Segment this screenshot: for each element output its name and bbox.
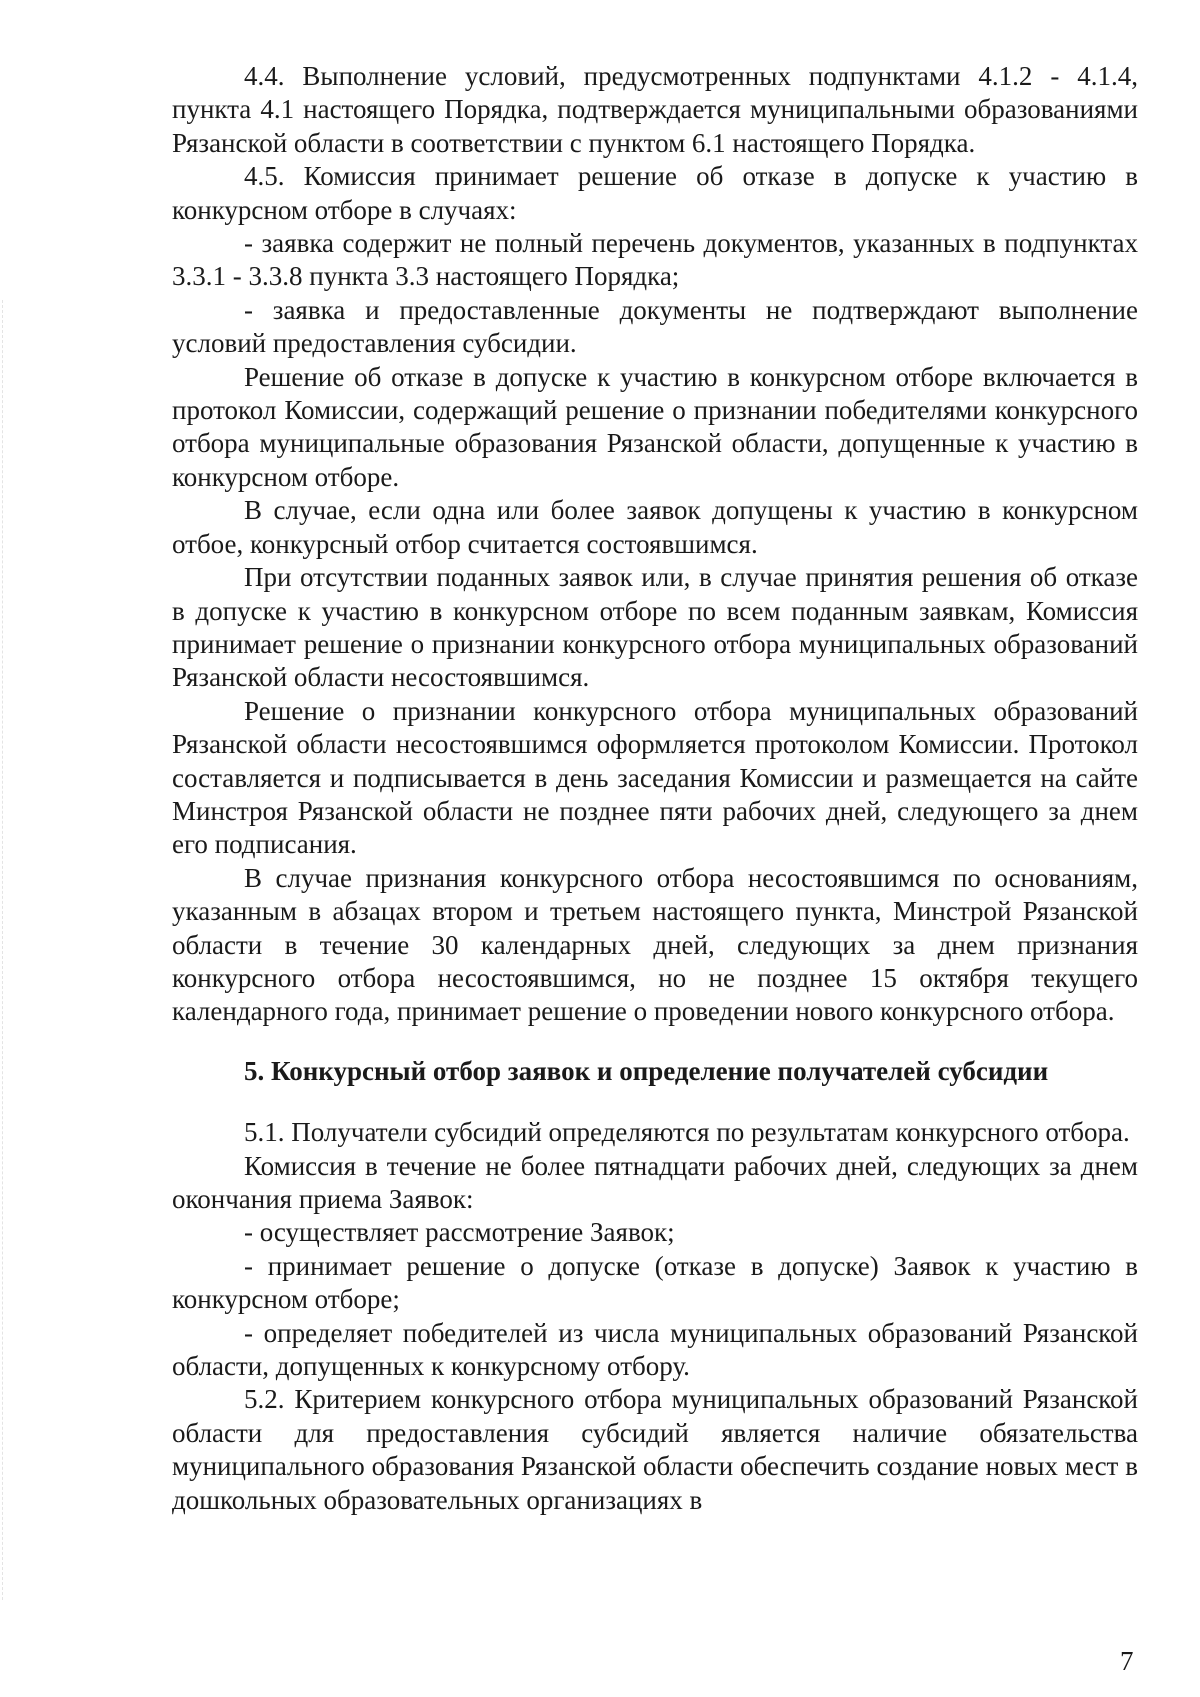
paragraph-5-1: 5.1. Получатели субсидий определяются по результатам конкурсного отбора. [244,1117,1130,1148]
list-item-review: - осуществляет рассмотрение Заявок; [244,1217,675,1248]
list-item-conditions-not-confirmed: - заявка и предоставленные документы не подтверждают выполнение условий предоставления субсидии. [172,294,1138,359]
paragraph-5-2: 5.2. Критерием конкурсного отбора муниципальных образований Рязанской области для предоставления субсидий является наличие обязательства муниципального образования Рязанской области обеспечить создание новых мест в дошкольных образовательных организациях в [172,1384,1138,1515]
paragraph-4-4: 4.4. Выполнение условий, предусмотренных подпунктами 4.1.2 - 4.1.4, пункта 4.1 настоящего Порядка, подтверждается муниципальными образованиями Рязанской области в соответствии с пунктом 6.1 настоящего Порядка. [172,61,1138,158]
paragraph-commission-duties: Комиссия в течение не более пятнадцати рабочих дней, следующих за днем окончания приема Заявок: [172,1150,1138,1214]
paragraph-new-selection: В случае признания конкурсного отбора несостоявшимся по основаниям, указанным в абзацах втором и третьем настоящего пункта, Минстрой Рязанской области в течение 30 календарных дней, следующих за днем признания конкурсного отбора несостоявшимся, но не позднее 15 октября текущего календарного года, принимает решение о проведении нового конкурсного отбора. [172,862,1138,1027]
list-item-admission-decision: - принимает решение о допуске (отказе в допуске) Заявок к участию в конкурсном отборе; [172,1250,1138,1315]
paragraph-refusal-decision: Решение об отказе в допуске к участию в конкурсном отборе включается в протокол Комиссии, содержащий решение о признании победителями конкурсного отбора муниципальные образования Рязанской области, допущенные к участию в конкурсном отборе. [172,361,1138,492]
paragraph-4-5: 4.5. Комиссия принимает решение об отказе в допуске к участию в конкурсном отборе в случаях: [172,161,1138,225]
page-number: 7 [1120,1646,1134,1676]
scan-edge-artifact [2,300,4,1600]
paragraph-selection-held: В случае, если одна или более заявок допущены к участию в конкурсном отбое, конкурсный отбор считается состоявшимся. [172,495,1138,559]
document-body [172,60,1138,1517]
section-heading: 5. Конкурсный отбор заявок и определение получателей субсидии [244,1055,1049,1086]
list-item-incomplete-documents: - заявка содержит не полный перечень документов, указанных в подпунктах 3.3.1 - 3.3.8 пункта 3.3 настоящего Порядка; [172,228,1138,292]
paragraph-protocol: Решение о признании конкурсного отбора муниципальных образований Рязанской области несостоявшимся оформляется протоколом Комиссии. Протокол составляется и подписывается в день заседания Комиссии и размещается на сайте Минстроя Рязанской области не позднее пяти рабочих дней, следующего за днем его подписания. [172,695,1138,860]
list-item-winners: - определяет победителей из числа муниципальных образований Рязанской области, допущенных к конкурсному отбору. [172,1317,1138,1382]
paragraph-no-applications: При отсутствии поданных заявок или, в случае принятия решения об отказе в допуске к участию в конкурсном отборе по всем поданным заявкам, Комиссия принимает решение о признании конкурсного отбора муниципальных образований Рязанской области несостоявшимся. [172,562,1138,693]
